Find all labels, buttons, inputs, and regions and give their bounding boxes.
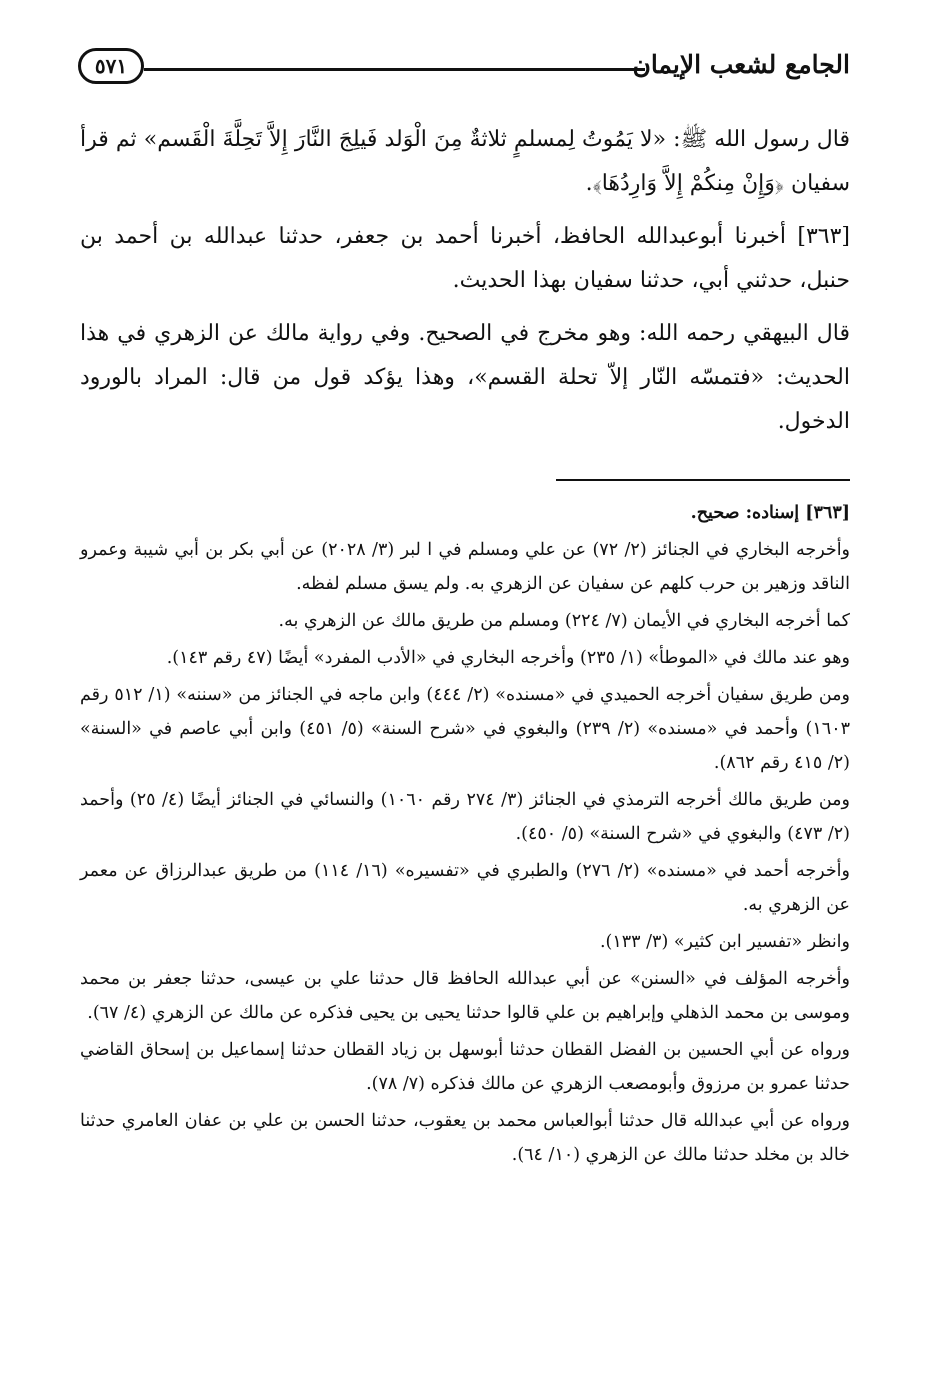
footnote-item: ورواه عن أبي عبدالله قال حدثنا أبوالعباس محمد بن يعقوب، حدثنا الحسن بن علي بن عفان العامري حدثنا خالد بن مخلد حدثنا مالك عن الزهري (١٠/ ٦٤). (80, 1111, 850, 1165)
main-paragraph: قال البيهقي رحمه الله: وهو مخرج في الصحيح. وفي رواية مالك عن الزهري في هذا الحديث: «فتمسّه النّار إلاّ تحلة القسم»، وهذا يؤكد قول من قال: المراد بالورود الدخول. (80, 321, 850, 434)
footnote-divider (556, 479, 850, 481)
footnotes (80, 496, 850, 1175)
main-paragraph: قال رسول الله ﷺ: «لا يَمُوتُ لِمسلمٍ ثلاثةٌ مِنَ الْوَلد فَيلِجَ النَّارَ إِلاَّ تَحِلَّةَ الْقَسم» ثم قرأ سفيان ﴿وَإِنْ مِنكُمْ إِلاَّ وَارِدُهَا﴾. (80, 127, 850, 196)
running-header (78, 42, 850, 98)
main-paragraph: [٣٦٣] أخبرنا أبوعبدالله الحافظ، أخبرنا أحمد بن جعفر، حدثنا عبدالله بن أحمد بن حنبل، حدثني أبي، حدثنا سفيان بهذا الحديث. (80, 224, 850, 293)
main-text (80, 118, 850, 453)
book-title: الجامع لشعب الإيمان (632, 50, 850, 79)
footnote-item: كما أخرجه البخاري في الأيمان (٧/ ٢٢٤) ومسلم من طريق مالك عن الزهري به. (278, 611, 850, 631)
footnote-item: ومن طريق مالك أخرجه الترمذي في الجنائز (٣/ ٢٧٤ رقم ١٠٦٠) والنسائي في الجنائز أيضًا (٤/ ٢٥) وأحمد (٢/ ٤٧٣) والبغوي في «شرح السنة» (٥/ ٤٥٠). (80, 790, 850, 844)
header-rule (144, 68, 645, 71)
page-number: ٥٧١ (78, 48, 144, 84)
footnote-item: وانظر «تفسير ابن كثير» (٣/ ١٣٣). (599, 932, 850, 952)
footnote-item: وأخرجه أحمد في «مسنده» (٢/ ٢٧٦) والطبري في «تفسيره» (١٦/ ١١٤) من طريق عبدالرزاق عن معمر عن الزهري به. (80, 861, 850, 915)
footnote-item: وأخرجه البخاري في الجنائز (٢/ ٧٢) عن علي ومسلم في ا لبر (٣/ ٢٠٢٨) عن أبي بكر بن أبي شيبة وعمرو الناقد وزهير بن حرب كلهم عن سفيان عن الزهري به. ولم يسق مسلم لفظه. (80, 540, 851, 594)
footnote-item: وهو عند مالك في «الموطأ» (١/ ٢٣٥) وأخرجه البخاري في «الأدب المفرد» أيضًا (٤٧ رقم ١٤٣). (166, 648, 850, 668)
footnote-heading: [٣٦٣] إسناده: صحيح. (690, 503, 850, 523)
footnote-item: ورواه عن أبي الحسين بن الفضل القطان حدثنا أبوسهل بن زياد القطان حدثنا إسماعيل بن إسحاق القاضي حدثنا عمرو بن مرزوق وأبومصعب الزهري عن مالك فذكره (٧/ ٧٨). (80, 1040, 850, 1094)
footnote-item: وأخرجه المؤلف في «السنن» عن أبي عبدالله الحافظ قال حدثنا علي بن عيسى، حدثنا جعفر بن محمد وموسى بن محمد الذهلي وإبراهيم بن علي قالوا حدثنا يحيى بن يحيى فذكره عن مالك عن الزهري (٤/ ٦٧). (80, 969, 850, 1023)
footnote-item: ومن طريق سفيان أخرجه الحميدي في «مسنده» (٢/ ٤٤٤) وابن ماجه في الجنائز من «سننه» (١/ ٥١٢ رقم ١٦٠٣) وأحمد في «مسنده» (٢/ ٢٣٩) والبغوي في «شرح السنة» (٥/ ٤٥١) وابن أبي عاصم في «السنة» (٢/ ٤١٥ رقم ٨٦٢). (80, 685, 850, 773)
